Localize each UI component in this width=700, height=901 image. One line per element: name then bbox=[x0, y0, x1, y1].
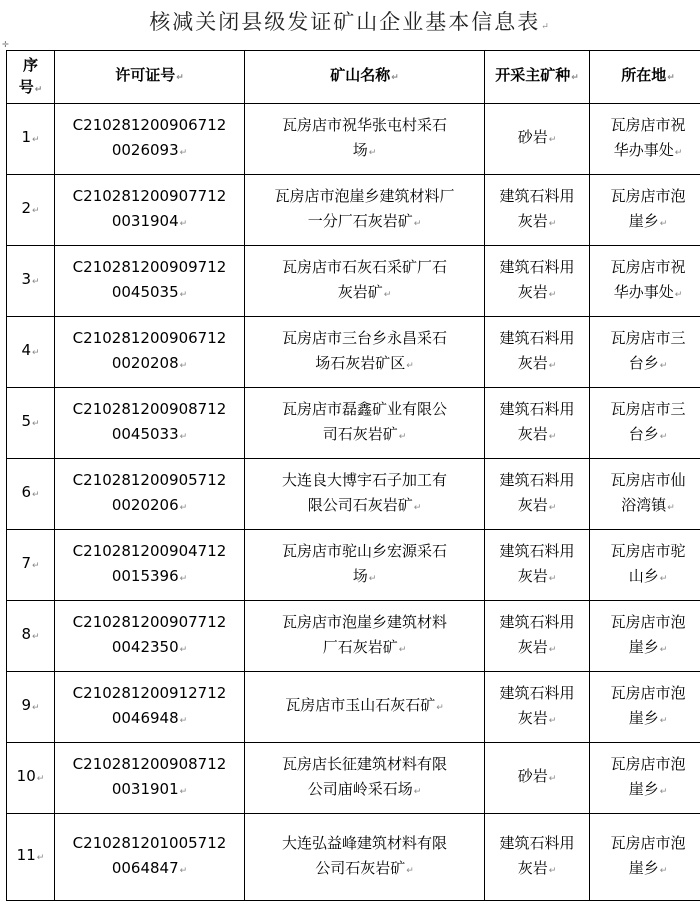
cell-location-line: 崖乡 bbox=[629, 709, 659, 727]
paragraph-mark-icon bbox=[179, 354, 188, 372]
cell-mineral-line: 建筑石料用 bbox=[499, 187, 574, 205]
cell-mine-name bbox=[245, 672, 485, 743]
header-seq: 序 号 ↵ bbox=[7, 51, 55, 104]
table-anchor-icon: ✛ bbox=[2, 40, 9, 49]
paragraph-mark-icon bbox=[548, 354, 557, 372]
cell-mine-name bbox=[245, 317, 485, 388]
paragraph-mark-icon bbox=[398, 638, 407, 656]
cell-mineral-line: 灰岩 bbox=[518, 354, 548, 372]
cell-license-line: C210281200904712 bbox=[73, 542, 227, 560]
paragraph-mark-icon bbox=[31, 412, 40, 430]
cell-license-line: C210281200906712 bbox=[73, 329, 227, 347]
cell-license-line: 0015396 bbox=[112, 567, 179, 585]
cell-mine-name-line: 限公司石灰岩矿 bbox=[308, 496, 413, 514]
cell-license-line: C210281201005712 bbox=[73, 834, 227, 852]
paragraph-mark-icon bbox=[31, 625, 40, 643]
cell-mineral-line: 建筑石料用 bbox=[499, 329, 574, 347]
table-row bbox=[7, 814, 700, 901]
cell-mineral-line: 灰岩 bbox=[518, 638, 548, 656]
cell-license bbox=[55, 104, 245, 175]
cell-mineral-line: 砂岩 bbox=[518, 767, 548, 785]
cell-seq: 5 ↵ bbox=[7, 388, 55, 459]
cell-license-line: C210281200912712 bbox=[73, 684, 227, 702]
cell-mineral-line: 灰岩 bbox=[518, 709, 548, 727]
table-row bbox=[7, 317, 700, 388]
paragraph-mark-icon bbox=[179, 425, 188, 443]
cell-license bbox=[55, 743, 245, 814]
cell-location bbox=[590, 814, 700, 901]
cell-mine-name-line: 大连良大博宇石子加工有 bbox=[282, 471, 447, 489]
cell-mineral bbox=[485, 317, 590, 388]
cell-mine-name-line: 瓦房店长征建筑材料有限 bbox=[282, 755, 447, 773]
cell-license-line: C210281200908712 bbox=[73, 755, 227, 773]
paragraph-mark-icon bbox=[179, 709, 188, 727]
cell-license-line: 0046948 bbox=[112, 709, 179, 727]
paragraph-mark-icon bbox=[548, 283, 557, 301]
cell-mine-name-line: 一分厂石灰岩矿 bbox=[308, 212, 413, 230]
cell-seq: 7 ↵ bbox=[7, 530, 55, 601]
cell-location bbox=[590, 317, 700, 388]
cell-mine-name bbox=[245, 814, 485, 901]
cell-mine-name-line: 灰岩矿 bbox=[338, 283, 383, 301]
cell-license-line: 0026093 bbox=[112, 141, 179, 159]
paragraph-mark-icon bbox=[570, 66, 579, 84]
cell-mineral-line: 建筑石料用 bbox=[499, 834, 574, 852]
cell-license bbox=[55, 459, 245, 530]
paragraph-mark-icon bbox=[31, 199, 40, 217]
cell-mine-name bbox=[245, 246, 485, 317]
cell-mineral-line: 灰岩 bbox=[518, 496, 548, 514]
table-row bbox=[7, 672, 700, 743]
paragraph-mark-icon bbox=[413, 496, 422, 514]
cell-mineral bbox=[485, 601, 590, 672]
cell-location-line: 瓦房店市泡 bbox=[610, 755, 685, 773]
paragraph-mark-icon bbox=[666, 496, 675, 514]
cell-mine-name bbox=[245, 388, 485, 459]
cell-location bbox=[590, 459, 700, 530]
paragraph-mark-icon bbox=[659, 638, 668, 656]
cell-license-line: C210281200907712 bbox=[73, 187, 227, 205]
cell-license-line: 0031904 bbox=[112, 212, 179, 230]
cell-location bbox=[590, 175, 700, 246]
cell-mineral bbox=[485, 743, 590, 814]
cell-mineral-line: 建筑石料用 bbox=[499, 400, 574, 418]
cell-license bbox=[55, 672, 245, 743]
paragraph-mark-icon bbox=[36, 767, 45, 785]
paragraph-mark-icon bbox=[659, 567, 668, 585]
paragraph-mark-icon bbox=[659, 425, 668, 443]
paragraph-mark-icon bbox=[405, 859, 414, 877]
paragraph-mark-icon bbox=[368, 141, 377, 159]
cell-mine-name-line: 瓦房店市石灰石采矿厂石 bbox=[282, 258, 447, 276]
paragraph-mark-icon bbox=[413, 212, 422, 230]
cell-location bbox=[590, 388, 700, 459]
cell-mineral-line: 灰岩 bbox=[518, 567, 548, 585]
paragraph-mark-icon bbox=[179, 212, 188, 230]
paragraph-mark-icon bbox=[548, 767, 557, 785]
cell-location-line: 瓦房店市泡 bbox=[610, 613, 685, 631]
table-row bbox=[7, 104, 700, 175]
cell-mine-name-line: 瓦房店市三台乡永昌采石 bbox=[282, 329, 447, 347]
paragraph-mark-icon bbox=[413, 780, 422, 798]
paragraph-mark-icon bbox=[398, 425, 407, 443]
cell-mineral-line: 建筑石料用 bbox=[499, 684, 574, 702]
page-title bbox=[0, 6, 700, 36]
paragraph-mark-icon bbox=[666, 66, 675, 84]
cell-location-line: 瓦房店市三 bbox=[610, 400, 685, 418]
cell-seq: 11 ↵ bbox=[7, 814, 55, 901]
cell-mineral bbox=[485, 246, 590, 317]
cell-mineral bbox=[485, 388, 590, 459]
paragraph-mark-icon bbox=[548, 859, 557, 877]
paragraph-mark-icon bbox=[405, 354, 414, 372]
cell-mineral bbox=[485, 104, 590, 175]
cell-location-line: 浴湾镇 bbox=[621, 496, 666, 514]
header-mineral: 开采主矿种 ↵ bbox=[485, 51, 590, 104]
cell-license-line: C210281200908712 bbox=[73, 400, 227, 418]
table-row bbox=[7, 459, 700, 530]
cell-license-line: C210281200906712 bbox=[73, 116, 227, 134]
cell-location-line: 崖乡 bbox=[629, 859, 659, 877]
cell-mine-name-line: 公司庙岭采石场 bbox=[308, 780, 413, 798]
cell-seq: 3 ↵ bbox=[7, 246, 55, 317]
cell-location-line: 台乡 bbox=[629, 425, 659, 443]
paragraph-mark-icon bbox=[31, 554, 40, 572]
table-row bbox=[7, 743, 700, 814]
cell-mineral-line: 砂岩 bbox=[518, 128, 548, 146]
cell-mineral-line: 建筑石料用 bbox=[499, 613, 574, 631]
paragraph-mark-icon bbox=[383, 283, 392, 301]
cell-license-line: C210281200905712 bbox=[73, 471, 227, 489]
header-mine-name: 矿山名称 ↵ bbox=[245, 51, 485, 104]
cell-mine-name-line: 瓦房店市驼山乡宏源采石 bbox=[282, 542, 447, 560]
cell-mine-name-line: 瓦房店市泡崖乡建筑材料 bbox=[282, 613, 447, 631]
cell-license-line: 0042350 bbox=[112, 638, 179, 656]
cell-mineral bbox=[485, 459, 590, 530]
header-location: 所在地 ↵ bbox=[590, 51, 700, 104]
cell-license-line: C210281200907712 bbox=[73, 613, 227, 631]
paragraph-mark-icon bbox=[548, 567, 557, 585]
paragraph-mark-icon bbox=[179, 859, 188, 877]
paragraph-mark-icon bbox=[179, 141, 188, 159]
paragraph-mark-icon bbox=[548, 128, 557, 146]
cell-license bbox=[55, 530, 245, 601]
cell-mine-name-line: 厂石灰岩矿 bbox=[323, 638, 398, 656]
cell-license-line: 0045035 bbox=[112, 283, 179, 301]
cell-location bbox=[590, 530, 700, 601]
cell-license-line: 0064847 bbox=[112, 859, 179, 877]
cell-location-line: 崖乡 bbox=[629, 212, 659, 230]
cell-location-line: 华办事处 bbox=[614, 283, 674, 301]
cell-seq: 6 ↵ bbox=[7, 459, 55, 530]
cell-seq: 2 ↵ bbox=[7, 175, 55, 246]
cell-license-line: 0020208 bbox=[112, 354, 179, 372]
cell-license-line: 0045033 bbox=[112, 425, 179, 443]
table-row bbox=[7, 601, 700, 672]
cell-mineral-line: 灰岩 bbox=[518, 283, 548, 301]
table-row bbox=[7, 246, 700, 317]
cell-mine-name bbox=[245, 530, 485, 601]
cell-mine-name-line: 瓦房店市玉山石灰石矿 bbox=[285, 696, 435, 714]
cell-mine-name-line: 瓦房店市磊鑫矿业有限公 bbox=[282, 400, 447, 418]
cell-location-line: 台乡 bbox=[629, 354, 659, 372]
paragraph-mark-icon bbox=[390, 66, 399, 84]
cell-mine-name bbox=[245, 175, 485, 246]
paragraph-mark-icon bbox=[548, 212, 557, 230]
cell-location bbox=[590, 246, 700, 317]
cell-mineral-line: 建筑石料用 bbox=[499, 542, 574, 560]
paragraph-mark-icon bbox=[31, 483, 40, 501]
cell-mineral-line: 灰岩 bbox=[518, 212, 548, 230]
paragraph-mark-icon bbox=[659, 709, 668, 727]
cell-location-line: 山乡 bbox=[629, 567, 659, 585]
cell-mineral bbox=[485, 672, 590, 743]
cell-mine-name-line: 瓦房店市泡崖乡建筑材料厂 bbox=[274, 187, 454, 205]
cell-license bbox=[55, 601, 245, 672]
cell-location-line: 瓦房店市泡 bbox=[610, 684, 685, 702]
cell-license bbox=[55, 246, 245, 317]
cell-mineral bbox=[485, 814, 590, 901]
paragraph-mark-icon bbox=[31, 128, 40, 146]
paragraph-mark-icon bbox=[548, 638, 557, 656]
cell-mine-name-line: 场 bbox=[353, 141, 368, 159]
paragraph-mark-icon bbox=[175, 66, 184, 84]
paragraph-mark-icon bbox=[659, 780, 668, 798]
paragraph-mark-icon bbox=[179, 283, 188, 301]
cell-location-line: 华办事处 bbox=[614, 141, 674, 159]
cell-seq: 1 ↵ bbox=[7, 104, 55, 175]
cell-location bbox=[590, 743, 700, 814]
table-row bbox=[7, 388, 700, 459]
cell-license-line: 0020206 bbox=[112, 496, 179, 514]
paragraph-mark-icon bbox=[31, 341, 40, 359]
paragraph-mark-icon bbox=[179, 780, 188, 798]
cell-location-line: 瓦房店市三 bbox=[610, 329, 685, 347]
mine-info-table bbox=[6, 50, 700, 901]
cell-location-line: 崖乡 bbox=[629, 780, 659, 798]
table-row bbox=[7, 175, 700, 246]
paragraph-mark-icon bbox=[548, 496, 557, 514]
cell-mine-name-line: 场石灰岩矿区 bbox=[315, 354, 405, 372]
cell-mine-name bbox=[245, 459, 485, 530]
paragraph-mark-icon bbox=[659, 212, 668, 230]
cell-license bbox=[55, 814, 245, 901]
cell-license bbox=[55, 175, 245, 246]
paragraph-mark-icon bbox=[368, 567, 377, 585]
paragraph-mark-icon bbox=[435, 696, 444, 714]
cell-mineral bbox=[485, 175, 590, 246]
cell-location bbox=[590, 601, 700, 672]
paragraph-mark-icon bbox=[548, 425, 557, 443]
paragraph-mark-icon bbox=[179, 567, 188, 585]
cell-location-line: 瓦房店市祝 bbox=[610, 258, 685, 276]
cell-mine-name bbox=[245, 104, 485, 175]
paragraph-mark-icon bbox=[674, 283, 683, 301]
paragraph-mark-icon bbox=[31, 696, 40, 714]
paragraph-mark-icon bbox=[31, 270, 40, 288]
cell-mineral-line: 建筑石料用 bbox=[499, 471, 574, 489]
paragraph-mark-icon bbox=[34, 78, 43, 96]
cell-seq: 10 ↵ bbox=[7, 743, 55, 814]
paragraph-mark-icon bbox=[540, 10, 551, 34]
cell-location bbox=[590, 672, 700, 743]
cell-seq: 8 ↵ bbox=[7, 601, 55, 672]
cell-location-line: 瓦房店市仙 bbox=[610, 471, 685, 489]
cell-mineral-line: 灰岩 bbox=[518, 859, 548, 877]
cell-license bbox=[55, 317, 245, 388]
table-row bbox=[7, 530, 700, 601]
cell-location-line: 瓦房店市祝 bbox=[610, 116, 685, 134]
paragraph-mark-icon bbox=[659, 859, 668, 877]
paragraph-mark-icon bbox=[548, 709, 557, 727]
paragraph-mark-icon bbox=[36, 846, 45, 864]
cell-mine-name bbox=[245, 601, 485, 672]
cell-location-line: 瓦房店市泡 bbox=[610, 834, 685, 852]
cell-mine-name-line: 大连弘益峰建筑材料有限 bbox=[282, 834, 447, 852]
paragraph-mark-icon bbox=[179, 496, 188, 514]
cell-mine-name bbox=[245, 743, 485, 814]
cell-mine-name-line: 场 bbox=[353, 567, 368, 585]
cell-mine-name-line: 瓦房店市祝华张屯村采石 bbox=[282, 116, 447, 134]
paragraph-mark-icon bbox=[674, 141, 683, 159]
cell-location-line: 崖乡 bbox=[629, 638, 659, 656]
cell-license-line: 0031901 bbox=[112, 780, 179, 798]
cell-mineral-line: 灰岩 bbox=[518, 425, 548, 443]
cell-seq: 4 ↵ bbox=[7, 317, 55, 388]
paragraph-mark-icon bbox=[659, 354, 668, 372]
paragraph-mark-icon bbox=[179, 638, 188, 656]
cell-seq: 9 ↵ bbox=[7, 672, 55, 743]
header-license: 许可证号 ↵ bbox=[55, 51, 245, 104]
cell-mine-name-line: 公司石灰岩矿 bbox=[315, 859, 405, 877]
cell-location-line: 瓦房店市泡 bbox=[610, 187, 685, 205]
cell-license-line: C210281200909712 bbox=[73, 258, 227, 276]
title-text: 核减关闭县级发证矿山企业基本信息表 bbox=[149, 10, 540, 34]
cell-location-line: 瓦房店市驼 bbox=[610, 542, 685, 560]
cell-mineral bbox=[485, 530, 590, 601]
cell-location bbox=[590, 104, 700, 175]
cell-mine-name-line: 司石灰岩矿 bbox=[323, 425, 398, 443]
cell-mineral-line: 建筑石料用 bbox=[499, 258, 574, 276]
table-header-row bbox=[7, 51, 700, 104]
cell-license bbox=[55, 388, 245, 459]
